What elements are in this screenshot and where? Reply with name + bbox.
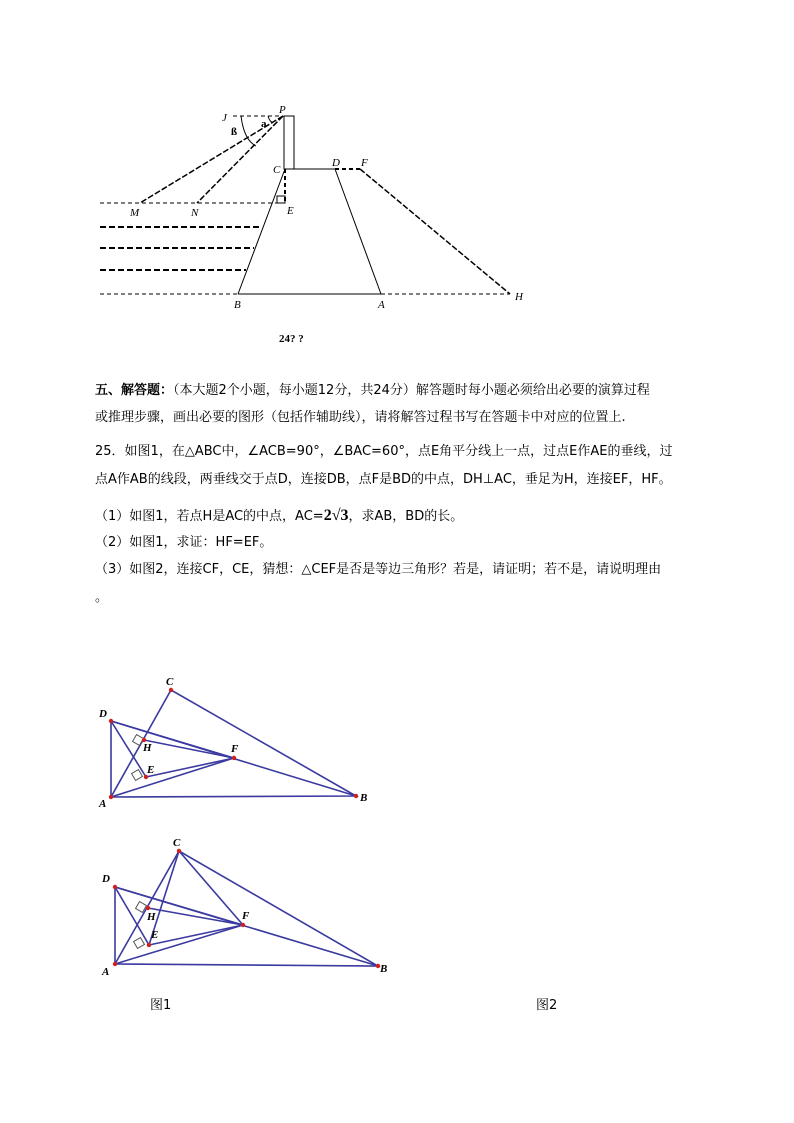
figure-2 [115, 851, 378, 966]
question-1 [95, 508, 463, 525]
fig1-label-D: D [99, 708, 107, 720]
question-3-end: 。 [95, 590, 109, 605]
figure-caption: 24? ? [279, 333, 304, 345]
fig2-label-E: E [151, 929, 159, 941]
label-P: P [279, 104, 286, 116]
section-intro-line1 [95, 383, 650, 399]
label-J: J [222, 112, 227, 124]
section-title: 五、解答题： [95, 383, 174, 398]
section-intro-line2: 或推理步骤，画出必要的图形（包括作辅助线），请将解答过程书写在答题卡中对应的位置上. [95, 410, 626, 425]
label-N: N [191, 207, 199, 219]
label-B: B [234, 299, 241, 311]
label-A: A [378, 299, 385, 311]
dam-figure [100, 116, 510, 294]
section-intro-text: （本大题2个小题，每小题12分，共24分）解答题时每小题必须给出必要的演算过程 [173, 383, 650, 398]
fig1-label-C: C [166, 676, 174, 688]
label-alpha: a [261, 118, 267, 130]
q1-text: （1）如图1，若点H是AC的中点，AC= [95, 509, 324, 524]
label-E: E [287, 205, 294, 217]
question-3: （3）如图2，连接CF，CE，猜想：△CEF是否是等边三角形？若是，请证明；若不是，请说明理由 [95, 562, 662, 577]
q1-text-end: ，求AB，BD的长。 [348, 509, 464, 524]
fig1-label-B: B [360, 792, 368, 804]
fig2-label-C: C [173, 837, 181, 849]
label-M: M [130, 207, 140, 219]
q1-math: 2√3 [323, 507, 349, 524]
problem-line1: 25．如图1，在△ABC中，∠ACB=90°，∠BAC=60°，点E角平分线上一点，过点E作AE的垂线，过 [95, 444, 673, 459]
fig1-label-F: F [231, 743, 239, 755]
question-2: （2）如图1，求证：HF=EF。 [95, 535, 273, 550]
fig2-label-B: B [380, 963, 388, 975]
fig2-label-F: F [242, 910, 250, 922]
fig1-label-A: A [99, 798, 107, 810]
fig2-label-H: H [147, 911, 156, 923]
fig2-label-D: D [102, 873, 110, 885]
fig2-label-A: A [102, 966, 110, 978]
caption-figure-2: 图2 [536, 998, 558, 1013]
label-F: F [361, 157, 368, 169]
problem-line2: 点A作AB的线段，两垂线交于点D，连接DB，点F是BD的中点，DH⊥AC，垂足为H，连接EF，HF。 [95, 472, 672, 487]
caption-figure-1: 图1 [150, 998, 172, 1013]
fig1-label-H: H [143, 742, 152, 754]
fig1-label-E: E [147, 764, 155, 776]
label-C: C [273, 164, 281, 176]
label-beta: ß [231, 126, 238, 138]
label-H: H [515, 291, 523, 303]
label-D: D [332, 157, 340, 169]
